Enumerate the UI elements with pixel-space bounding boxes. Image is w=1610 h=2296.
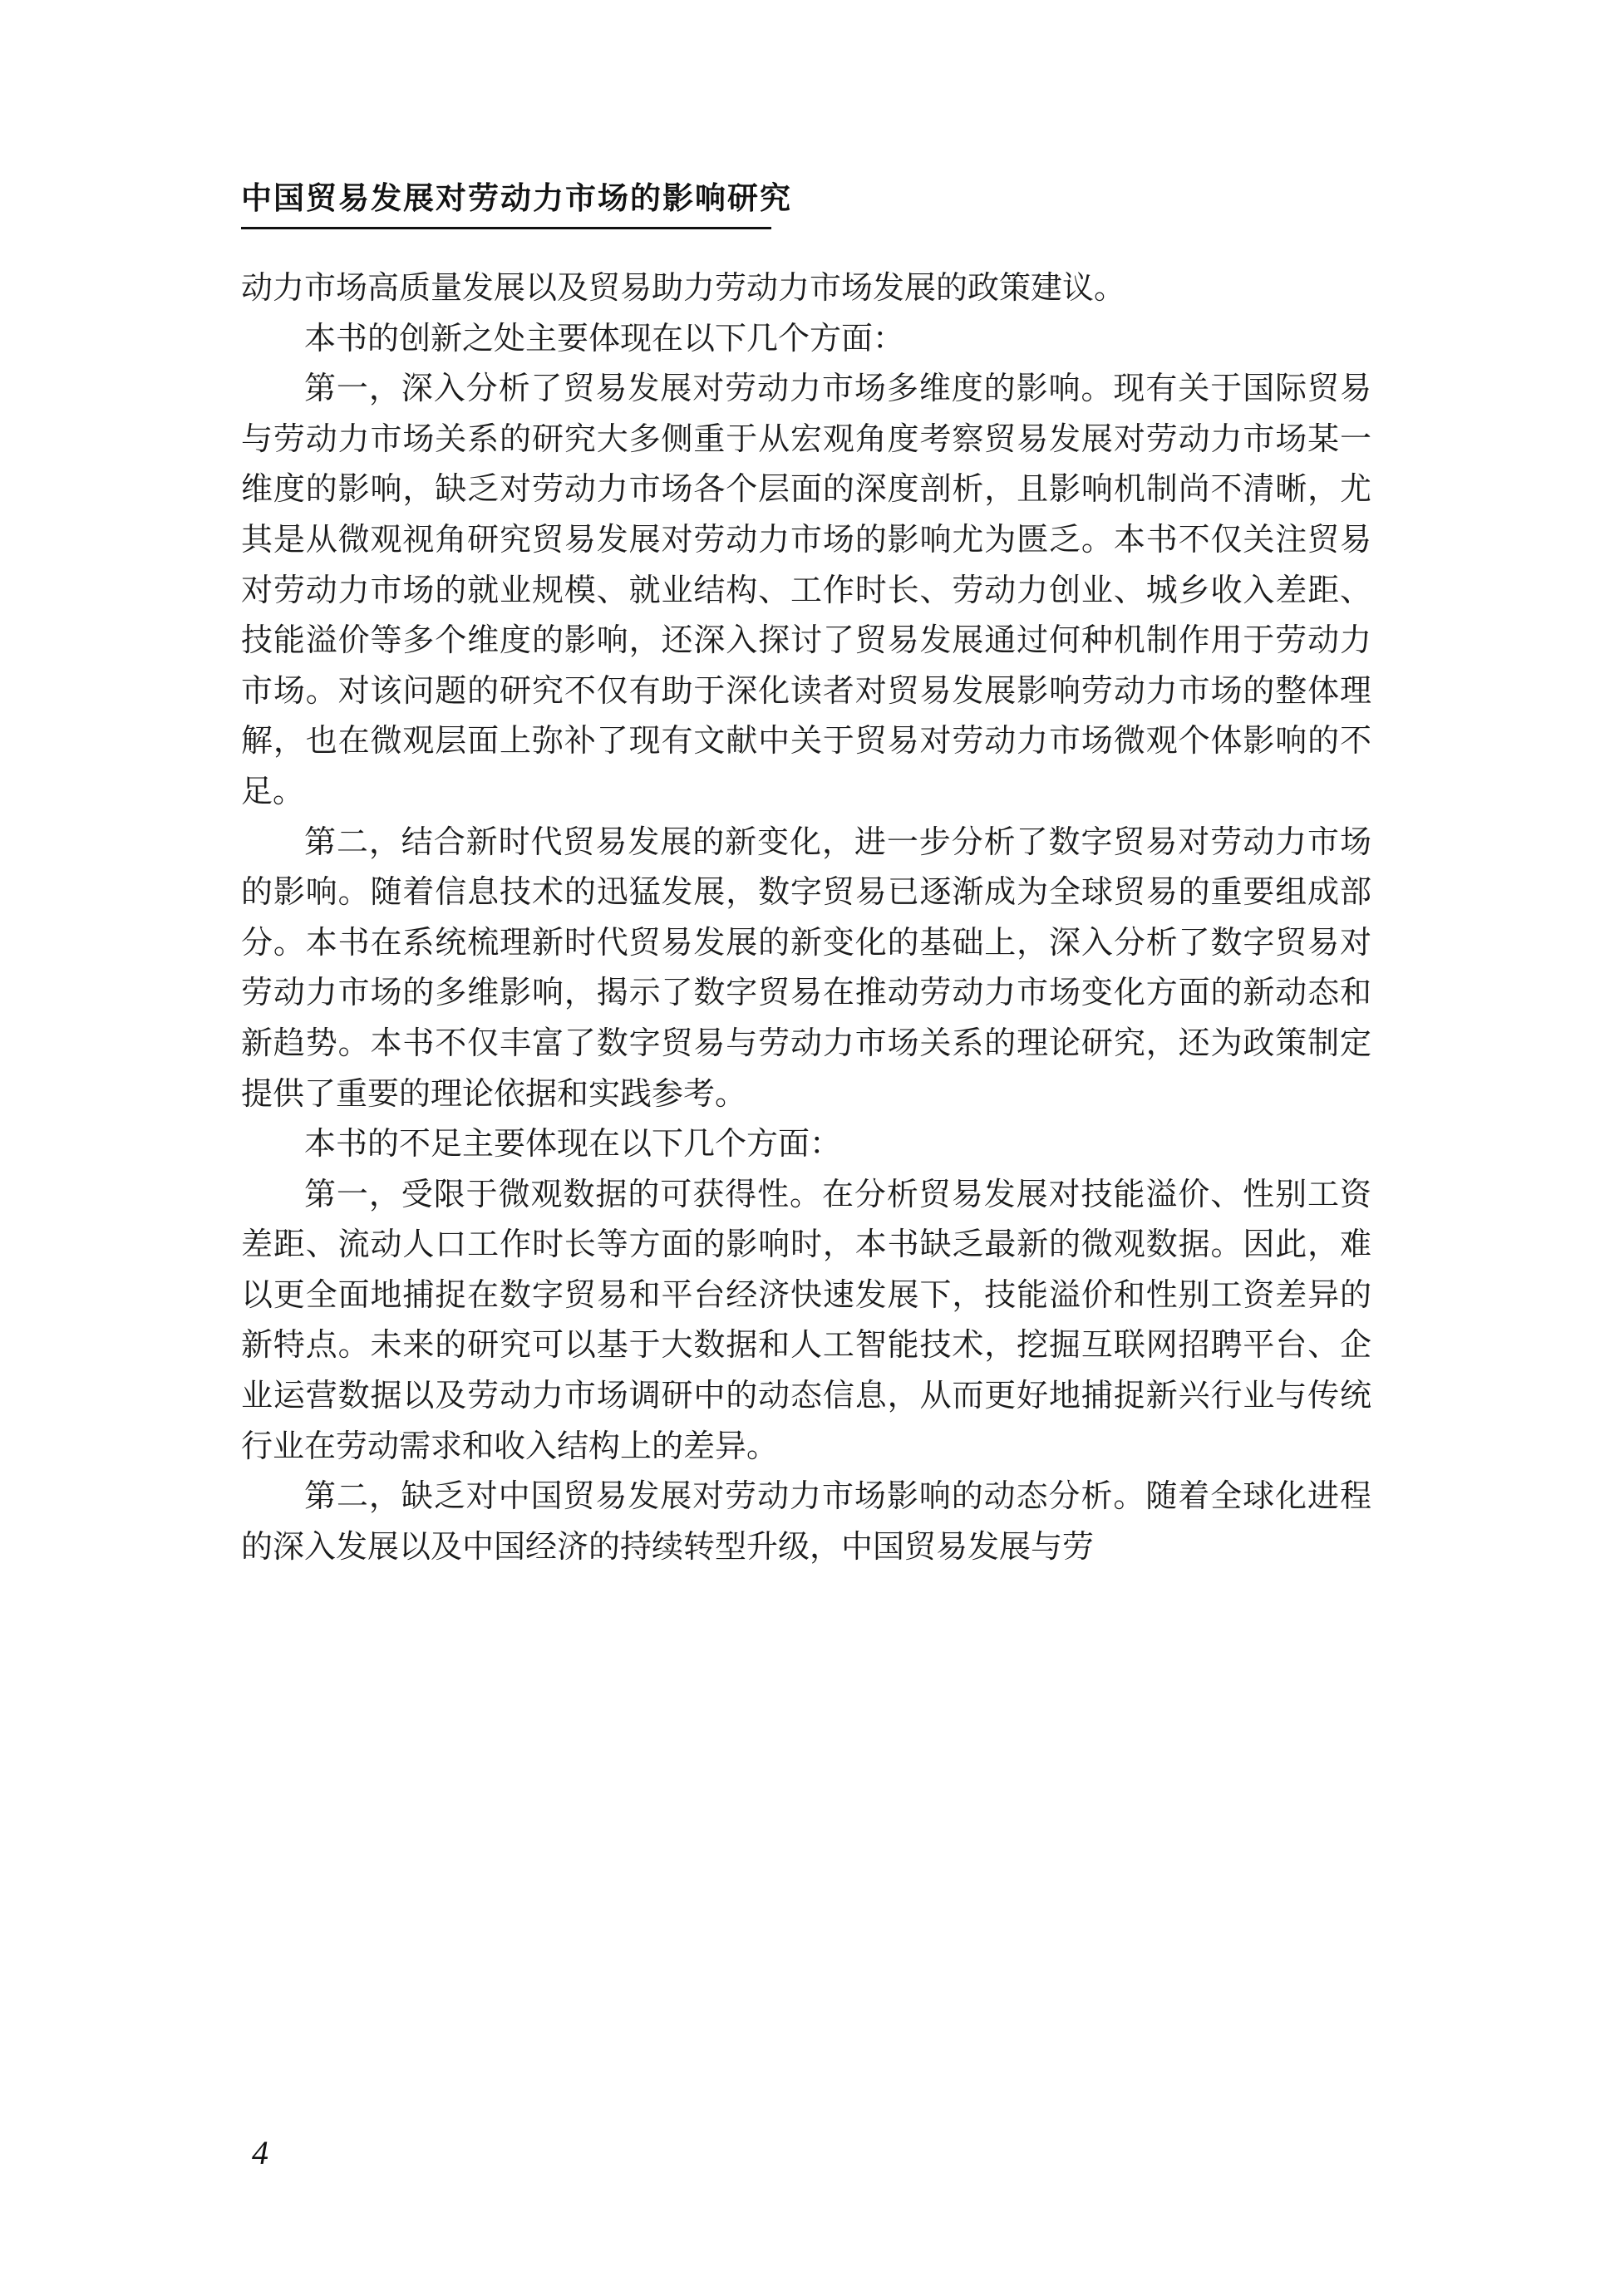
page-number: 4 bbox=[252, 2134, 268, 2171]
paragraph-innovation-intro: 本书的创新之处主要体现在以下几个方面： bbox=[304, 319, 905, 356]
paragraph-limitation-intro: 本书的不足主要体现在以下几个方面： bbox=[304, 1125, 842, 1163]
paragraph-innovation-first: 第一，深入分析了贸易发展对劳动力市场多维度的影响。现有关于国际贸易与劳动力市场关系的研究大多侧重于从宏观角度考察贸易发展对劳动力市场某一维度的影响，缺乏对劳动力市场各个层面的深度剖析，且影响机制尚不清晰，尤其是从微观视角研究贸易发展对劳动力市场的影响尤为匮乏。本书不仅关注贸易对劳动力市场的就业规模、就业结构、工作时长、劳动力创业、城乡收入差距、技能溢价等多个维度的影响，还深入探讨了贸易发展通过何种机制作用于劳动力市场。对该问题的研究不仅有助于深化读者对贸易发展影响劳动力市场的整体理解，也在微观层面上弥补了现有文献中关于贸易对劳动力市场微观个体影响的不足。 bbox=[241, 370, 1371, 809]
running-header-title: 中国贸易发展对劳动力市场的影响研究 bbox=[241, 179, 792, 216]
header-divider bbox=[241, 227, 771, 229]
paragraph-innovation-second: 第二，结合新时代贸易发展的新变化，进一步分析了数字贸易对劳动力市场的影响。随着信息技术的迅猛发展，数字贸易已逐渐成为全球贸易的重要组成部分。本书在系统梳理新时代贸易发展的新变化的基础上，深入分析了数字贸易对劳动力市场的多维影响，揭示了数字贸易在推动劳动力市场变化方面的新动态和新趋势。本书不仅丰富了数字贸易与劳动力市场关系的理论研究，还为政策制定提供了重要的理论依据和实践参考。 bbox=[241, 823, 1371, 1112]
paragraph-limitation-first: 第一，受限于微观数据的可获得性。在分析贸易发展对技能溢价、性别工资差距、流动人口工作时长等方面的影响时，本书缺乏最新的微观数据。因此，难以更全面地捕捉在数字贸易和平台经济快速发展下，技能溢价和性别工资差异的新特点。未来的研究可以基于大数据和人工智能技术，挖掘互联网招聘平台、企业运营数据以及劳动力市场调研中的动态信息，从而更好地捕捉新兴行业与传统行业在劳动需求和收入结构上的差异。 bbox=[241, 1175, 1371, 1464]
paragraph-continuation: 动力市场高质量发展以及贸易助力劳动力市场发展的政策建议。 bbox=[241, 269, 1126, 306]
paragraph-limitation-second: 第二，缺乏对中国贸易发展对劳动力市场影响的动态分析。随着全球化进程的深入发展以及中国经济的持续转型升级，中国贸易发展与劳 bbox=[241, 1477, 1371, 1565]
body-text bbox=[241, 263, 1371, 1571]
